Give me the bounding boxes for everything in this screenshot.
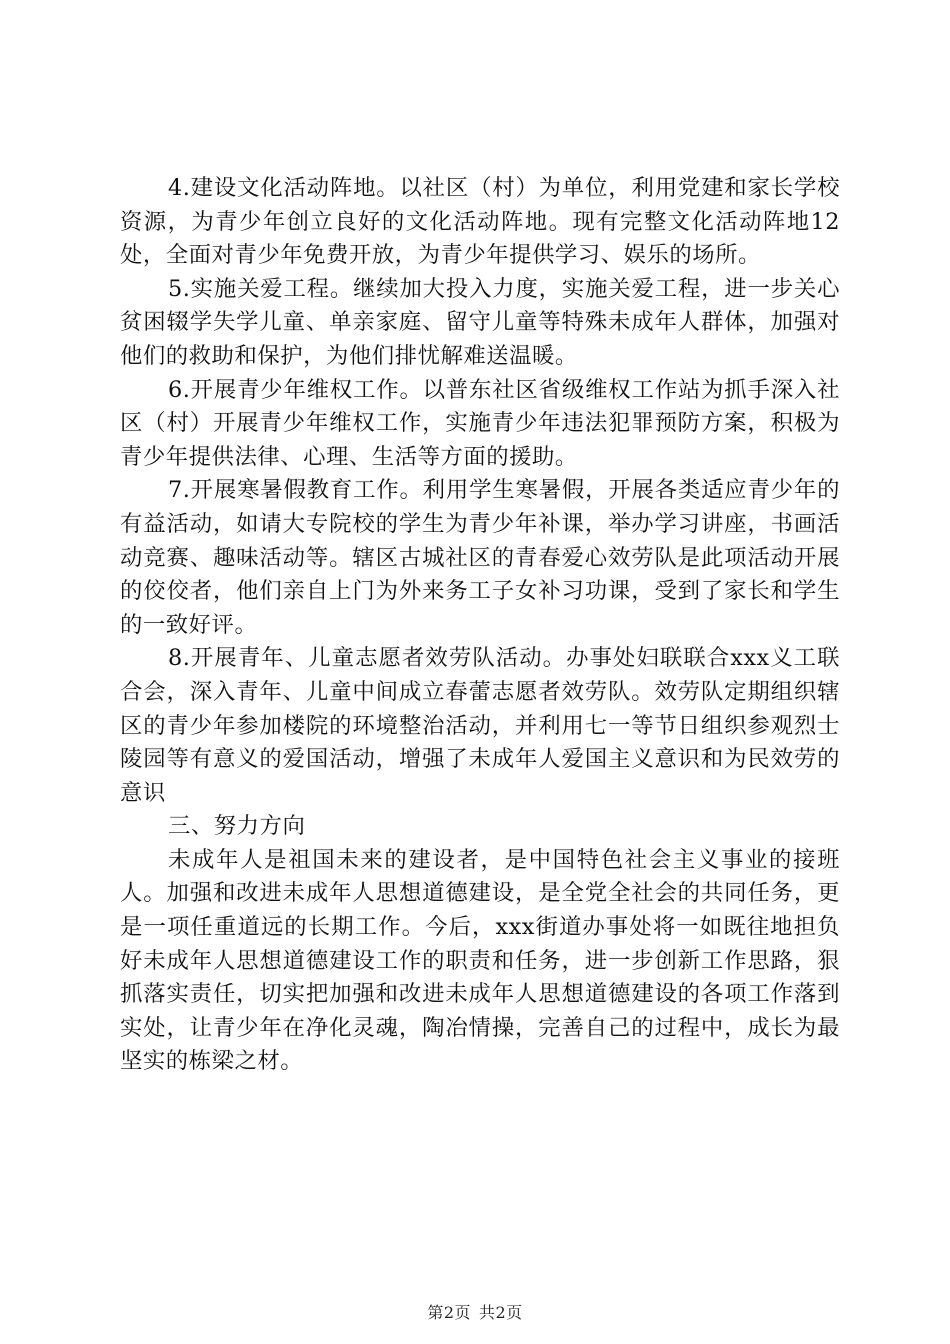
page-number-total: 共2页 [479,1303,523,1322]
page-footer [0,1300,950,1323]
paragraph-volunteer-team: 8.开展青年、儿童志愿者效劳队活动。办事处妇联联合xxx义工联合会，深入青年、儿童中间成立春蕾志愿者效劳队。效劳队定期组织辖区的青少年参加楼院的环境整治活动，并利用七一等节日组织参观烈士陵园等有意义的爱国活动，增强了未成年人爱国主义意识和为民效劳的意识 [120,645,840,806]
paragraph-vacation-education: 7.开展寒暑假教育工作。利用学生寒暑假，开展各类适应青少年的有益活动，如请大专院校的学生为青少年补课，举办学习讲座，书画活动竞赛、趣味活动等。辖区古城社区的青春爱心效劳队是此项活动开展的佼佼者，他们亲自上门为外来务工子女补习功课，受到了家长和学生的一致好评。 [120,477,840,638]
paragraph-future-direction: 未成年人是祖国未来的建设者，是中国特色社会主义事业的接班人。加强和改进未成年人思想道德建设，是全党全社会的共同任务，更是一项任重道远的长期工作。今后，xxx街道办事处将一如既往地担负好未成年人思想道德建设工作的职责和任务，进一步创新工作思路，狠抓落实责任，切实把加强和改进未成年人思想道德建设的各项工作落到实处，让青少年在净化灵魂，陶冶情操，完善自己的过程中，成长为最坚实的栋梁之材。 [120,846,840,1075]
section-heading-direction: 三、努力方向 [168,813,306,840]
paragraph-cultural-venues: 4.建设文化活动阵地。以社区（村）为单位，利用党建和家长学校资源，为青少年创立良好的文化活动阵地。现有完整文化活动阵地12处，全面对青少年免费开放，为青少年提供学习、娱乐的场所。 [120,175,840,269]
paragraph-care-project: 5.实施关爱工程。继续加大投入力度，实施关爱工程，进一步关心贫困辍学失学儿童、单亲家庭、留守儿童等特殊未成年人群体，加强对他们的救助和保护，为他们排忧解难送温暖。 [120,275,840,369]
paragraph-youth-rights: 6.开展青少年维权工作。以普东社区省级维权工作站为抓手深入社区（村）开展青少年维权工作，实施青少年违法犯罪预防方案，积极为青少年提供法律、心理、生活等方面的援助。 [120,376,840,470]
page-number-current: 第2页 [427,1303,471,1322]
document-body [120,172,840,1079]
